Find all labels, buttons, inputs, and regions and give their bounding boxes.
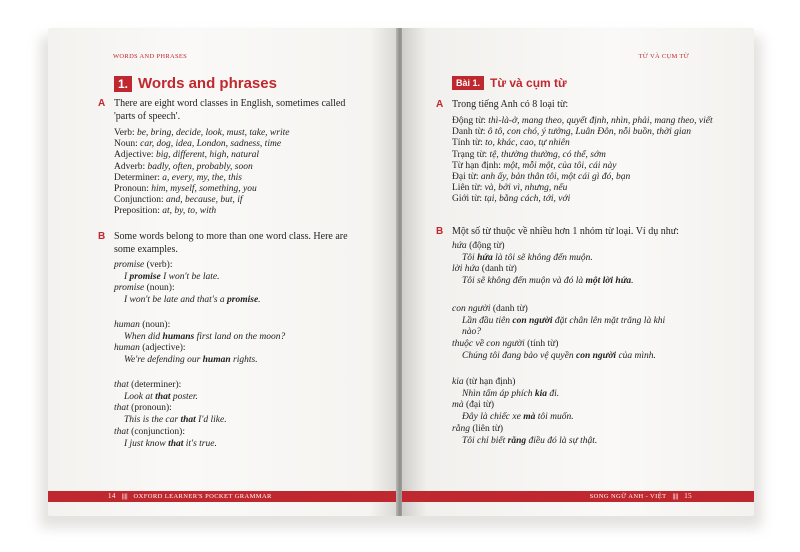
word-class-label: Từ hạn định: [452, 160, 501, 171]
sentence-part: I [124, 271, 130, 282]
word-class-row [114, 195, 289, 206]
word-class-label: Noun: [114, 139, 138, 150]
example-class: (động từ) [466, 241, 505, 251]
word-class-row [452, 183, 713, 194]
example-sentence [114, 439, 227, 451]
sentence-part: là tôi sẽ không đến muộn. [492, 252, 593, 263]
word-class-examples: một, mỗi một, của tôi, cái này [503, 160, 617, 171]
unit-title: Từ và cụm từ [490, 76, 567, 90]
sentence-part: Chúng tôi đang bảo vệ quyền [462, 350, 576, 361]
example-word: that [114, 403, 129, 414]
sentence-highlight: mà [523, 412, 536, 423]
section-b-intro [98, 231, 364, 256]
word-class-row [114, 184, 289, 195]
example-class: (tính từ) [524, 339, 559, 350]
example-group [452, 241, 634, 288]
word-class-row [452, 116, 713, 127]
example-class: (conjunction): [128, 426, 185, 437]
word-class-row [114, 162, 289, 173]
example-word: kia [452, 377, 464, 387]
word-class-label: Liên từ: [452, 183, 483, 194]
word-class-examples: a, every, my, the, this [162, 172, 242, 183]
example-class: (determiner): [128, 380, 182, 390]
sentence-part: đặt chân lên mặt trăng là khi [552, 315, 666, 326]
word-class-row [114, 150, 289, 161]
word-class-examples: thì-là-ở, mang theo, quyết định, nhìn, phải, mang theo, viết [488, 116, 713, 126]
example-class: (noun): [144, 283, 175, 294]
example-head [452, 400, 597, 412]
example-class: (liên từ) [469, 423, 504, 434]
section-a-intro [436, 99, 722, 112]
example-word: mà [452, 400, 464, 411]
sentence-highlight: con người [512, 315, 553, 326]
sentence-highlight: that [168, 438, 184, 449]
example-head [114, 380, 227, 392]
sentence-part: Lần đầu tiên [462, 315, 513, 326]
example-word: human [114, 343, 140, 354]
example-word: thuộc về con người [452, 339, 525, 350]
word-class-label: Preposition: [114, 206, 160, 217]
page-footer [402, 491, 754, 502]
word-class-examples: tệ, thường thường, có thể, sớm [489, 149, 606, 160]
sentence-highlight: that [180, 415, 196, 426]
example-sentence [452, 316, 665, 328]
sentence-part: We're defending our [124, 355, 203, 366]
example-group [114, 380, 227, 450]
sentence-highlight: promise [227, 295, 259, 306]
sentence-part: Nhìn tấm áp phích [462, 388, 535, 399]
sentence-part: Tôi [462, 252, 478, 263]
example-sentence [452, 389, 597, 401]
example-head [452, 377, 597, 389]
example-head [452, 304, 665, 316]
example-head [452, 339, 665, 351]
example-head [114, 403, 227, 415]
example-word: rằng [452, 423, 470, 434]
word-class-row [452, 150, 713, 161]
example-sentence [114, 392, 227, 404]
section-letter: A [436, 99, 444, 110]
word-class-label: Trạng từ: [452, 149, 488, 160]
page-footer [48, 491, 398, 502]
sentence-part: của mình. [616, 350, 656, 361]
word-class-examples: him, myself, something, you [151, 184, 257, 195]
word-class-row [452, 161, 713, 172]
page-number: 14 [108, 492, 116, 500]
section-letter: B [436, 226, 444, 237]
sentence-part: poster. [170, 391, 198, 402]
example-sentence [114, 272, 261, 284]
word-class-examples: big, different, high, natural [155, 150, 260, 161]
sentence-part: I won't be late and that's a [124, 295, 228, 306]
example-sentence [114, 415, 227, 427]
footer-text: SONG NGỮ ANH - VIỆT [589, 493, 667, 500]
sentence-highlight: that [155, 391, 171, 402]
section-letter: A [98, 98, 106, 109]
page-number: 15 [684, 492, 692, 500]
word-class-row [452, 194, 713, 205]
intro-text: There are eight word classes in English, sometimes called 'parts of speech'. [114, 98, 346, 122]
intro-text: Một số từ thuộc về nhiều hơn 1 nhóm từ loại. Ví dụ như: [452, 226, 679, 237]
sentence-part: first land on the moon? [194, 331, 286, 342]
example-sentence [452, 253, 634, 265]
word-class-label: Adjective: [114, 150, 154, 161]
word-class-label: Danh từ: [452, 127, 486, 138]
sentence-part: it's true. [183, 438, 217, 449]
word-class-examples: anh ấy, bản thân tôi, một cái gì đó, bạn [480, 172, 631, 183]
section-letter: B [98, 231, 106, 242]
example-group [452, 304, 665, 363]
word-class-row [114, 173, 289, 184]
running-head: TỪ VÀ CỤM TỪ [638, 53, 689, 60]
section-a-intro [98, 98, 364, 123]
example-class: (adjective): [139, 343, 186, 354]
example-word: that [114, 380, 129, 390]
example-class: (noun): [139, 320, 171, 330]
sentence-highlight: human [202, 355, 231, 366]
word-class-examples: car, dog, idea, London, sadness, time [140, 139, 282, 150]
unit-number: 1. [114, 76, 132, 92]
sentence-part: This is the car [124, 415, 181, 426]
example-class: (danh từ) [479, 264, 517, 275]
example-head [114, 343, 285, 355]
sentence-part: Tôi chỉ biết [462, 435, 508, 446]
example-sentence [114, 355, 285, 367]
example-group [114, 260, 261, 307]
sentence-highlight: promise [129, 271, 161, 282]
word-class-list [114, 128, 289, 218]
sentence-part: đi. [546, 388, 560, 399]
example-head [114, 427, 227, 439]
example-group [114, 320, 285, 367]
word-class-label: Conjunction: [114, 195, 164, 206]
intro-text: Some words belong to more than one word class. Here are some examples. [114, 231, 348, 255]
sentence-highlight: con người [575, 350, 617, 361]
word-class-examples: at, by, to, with [162, 206, 217, 217]
footer-bars-icon: |||| [672, 493, 679, 500]
word-class-examples: and, because, but, if [166, 195, 243, 206]
word-class-label: Adverb: [114, 161, 146, 172]
unit-heading [452, 76, 567, 90]
word-class-row [452, 138, 713, 149]
example-sentence [114, 332, 285, 344]
example-group [452, 377, 597, 447]
sentence-part: Đây là chiếc xe [462, 412, 524, 423]
sentence-highlight: một lời hứa [585, 276, 632, 287]
sentence-part: I'd like. [195, 415, 227, 426]
word-class-examples: to, khác, cao, tự nhiên [485, 138, 570, 149]
word-class-label: Đại từ: [452, 172, 479, 183]
example-head [452, 241, 634, 253]
example-head [452, 264, 634, 276]
example-sentence [452, 276, 634, 288]
example-word: lời hứa [452, 264, 480, 275]
example-sentence [114, 295, 261, 307]
example-sentence [452, 412, 597, 424]
example-sentence-cont: nào? [462, 327, 481, 338]
intro-text: Trong tiếng Anh có 8 loại từ: [452, 99, 569, 110]
word-class-row [114, 128, 289, 139]
section-b-intro [436, 226, 722, 239]
word-class-row [452, 127, 713, 138]
example-head [452, 424, 597, 436]
unit-heading [114, 75, 277, 92]
example-word: that [114, 426, 129, 437]
word-class-label: Giới từ: [452, 194, 482, 205]
sentence-part: tôi muốn. [535, 412, 574, 423]
right-page [402, 28, 754, 516]
example-word: promise [114, 283, 145, 294]
example-head [114, 260, 261, 272]
example-word: human [114, 320, 140, 330]
word-class-examples: ô tô, con chó, ý tưởng, Luân Đôn, nỗi buồn, thời gian [487, 127, 691, 138]
unit-title: Words and phrases [138, 75, 277, 92]
sentence-part: rights. [230, 355, 258, 366]
sentence-part: . [631, 276, 634, 287]
sentence-highlight: hứa [477, 252, 493, 263]
example-word: promise [114, 260, 145, 270]
example-sentence [452, 436, 597, 448]
sentence-highlight: kia [534, 388, 547, 399]
example-class: (verb): [144, 260, 173, 270]
word-class-row [114, 139, 289, 150]
word-class-examples: badly, often, probably, soon [147, 161, 253, 172]
example-word: con người [452, 304, 491, 314]
example-class: (đại từ) [463, 400, 495, 411]
running-head: WORDS AND PHRASES [113, 53, 188, 60]
example-class: (pronoun): [128, 403, 172, 414]
left-page [48, 28, 398, 516]
example-word: hứa [452, 241, 467, 251]
footer-text: OXFORD LEARNER'S POCKET GRAMMAR [133, 493, 272, 500]
word-class-row [452, 172, 713, 183]
word-class-label: Pronoun: [114, 184, 149, 195]
word-class-label: Determiner: [114, 172, 160, 183]
word-class-examples: tại, bằng cách, tới, với [484, 194, 571, 205]
word-class-row [114, 206, 289, 217]
word-class-list [452, 116, 713, 206]
sentence-part: Look at [124, 391, 156, 402]
word-class-label: Tính từ: [452, 138, 483, 149]
sentence-part: điều đó là sự thật. [526, 435, 598, 446]
example-head [114, 283, 261, 295]
example-sentence [452, 351, 665, 363]
word-class-examples: be, bring, decide, look, must, take, write [136, 128, 290, 138]
sentence-part: . [258, 295, 261, 306]
footer-bars-icon: |||| [121, 493, 128, 500]
word-class-label: Động từ: [452, 116, 486, 126]
unit-number: Bài 1. [452, 76, 484, 90]
word-class-examples: và, bởi vì, nhưng, nếu [484, 183, 568, 194]
sentence-highlight: rằng [507, 435, 527, 446]
example-class: (từ hạn định) [463, 377, 516, 387]
sentence-part: I won't be late. [160, 271, 220, 282]
sentence-part: When did [124, 331, 163, 342]
example-head [114, 320, 285, 332]
sentence-part: I just know [124, 438, 169, 449]
word-class-label: Verb: [114, 128, 135, 138]
example-class: (danh từ) [490, 304, 528, 314]
sentence-part: Tôi sẽ không đến muộn và đó là [462, 276, 586, 287]
sentence-highlight: humans [162, 331, 195, 342]
